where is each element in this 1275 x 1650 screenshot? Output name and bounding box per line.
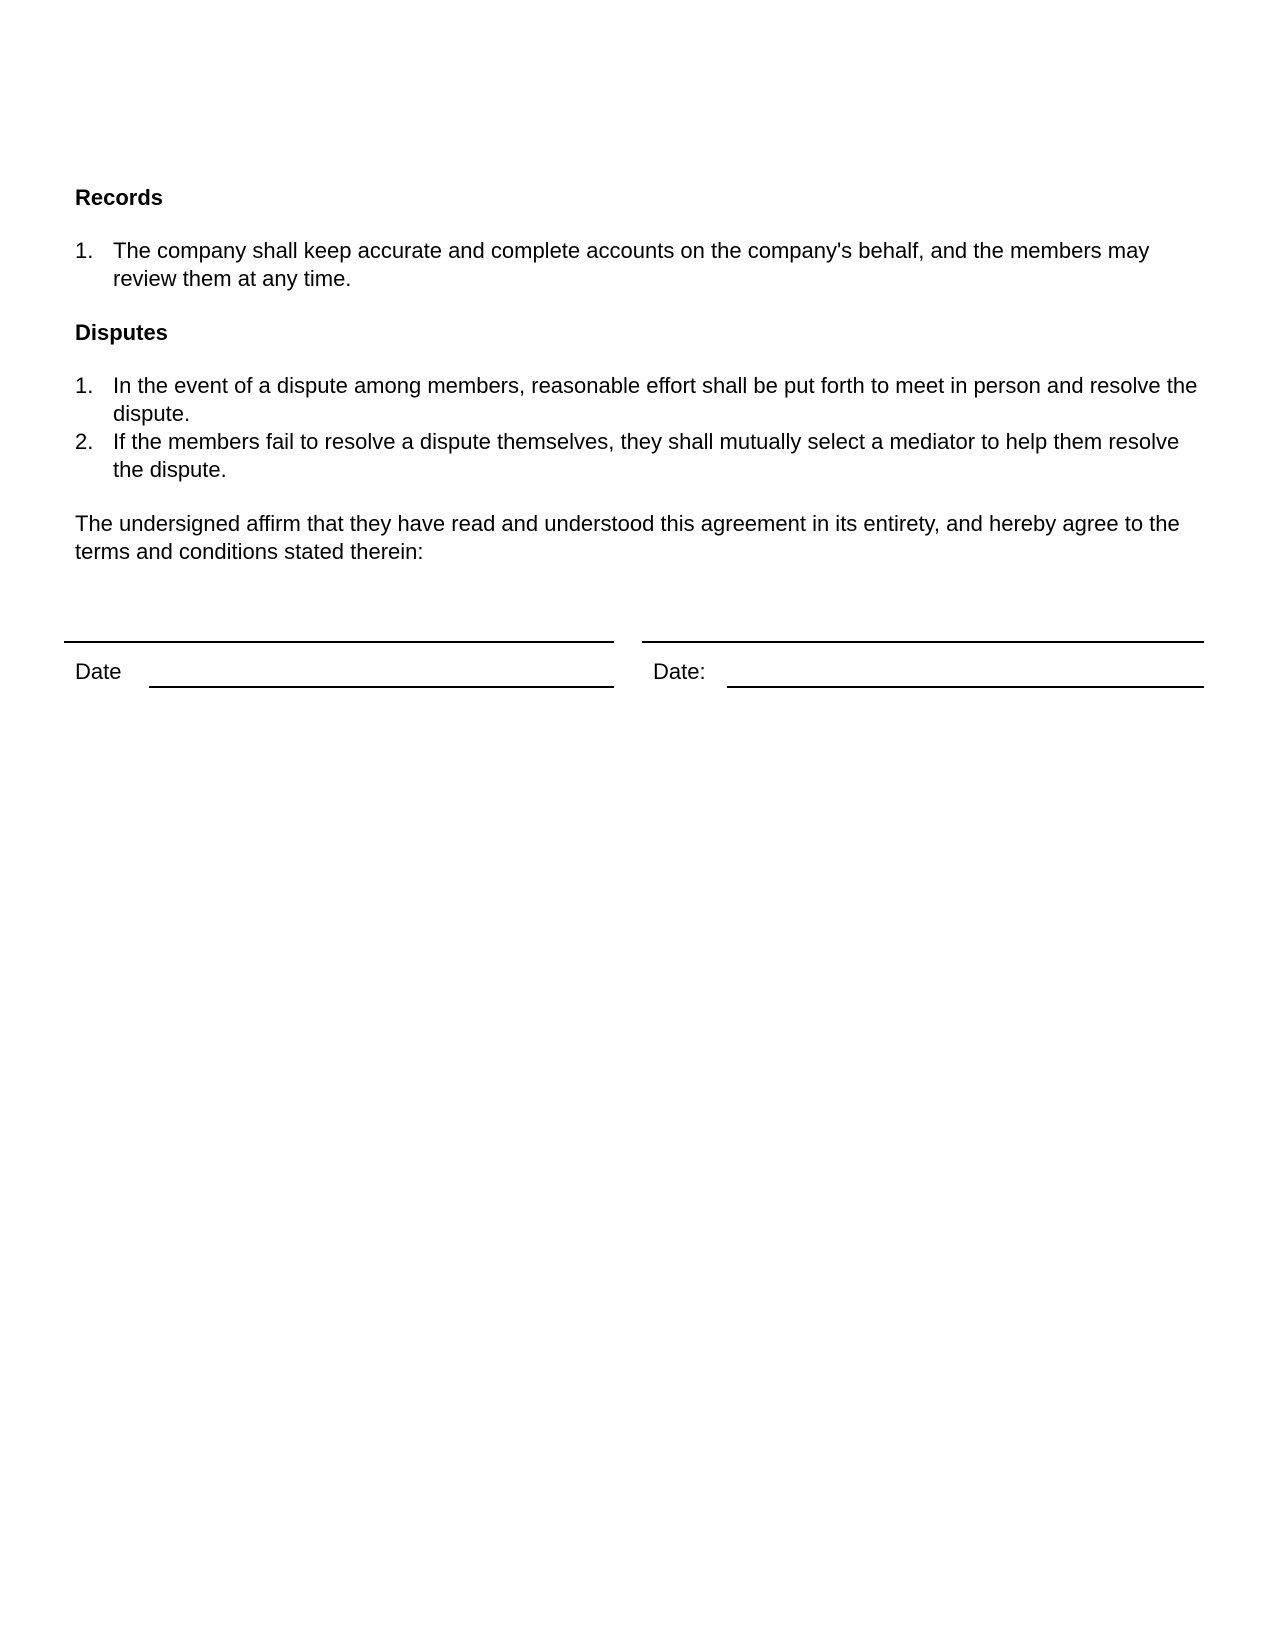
signature-line-left[interactable]	[64, 641, 614, 643]
list-number: 1.	[75, 373, 94, 398]
list-number: 1.	[75, 238, 94, 263]
disputes-heading: Disputes	[75, 320, 168, 345]
date-label-right: Date:	[653, 659, 706, 684]
date-line-left[interactable]	[149, 686, 614, 688]
disputes-item-1	[75, 372, 1205, 428]
records-heading: Records	[75, 185, 164, 210]
list-text: If the members fail to resolve a dispute themselves, they shall mutually select a mediator to help them resolve the dispute.	[113, 429, 1180, 482]
disputes-item-2	[75, 428, 1205, 484]
list-number: 2.	[75, 429, 94, 454]
date-line-right[interactable]	[727, 686, 1204, 688]
date-label-left: Date	[75, 659, 122, 684]
list-text: The company shall keep accurate and complete accounts on the company's behalf, and the members may review them at any time.	[113, 238, 1150, 291]
records-item-1	[75, 237, 1205, 293]
list-text: In the event of a dispute among members, reasonable effort shall be put forth to meet in person and resolve the dispute.	[113, 373, 1198, 426]
signature-line-right[interactable]	[642, 641, 1204, 643]
affirmation-paragraph: The undersigned affirm that they have read and understood this agreement in its entirety, and hereby agree to the terms and conditions stated therein:	[75, 511, 1180, 564]
